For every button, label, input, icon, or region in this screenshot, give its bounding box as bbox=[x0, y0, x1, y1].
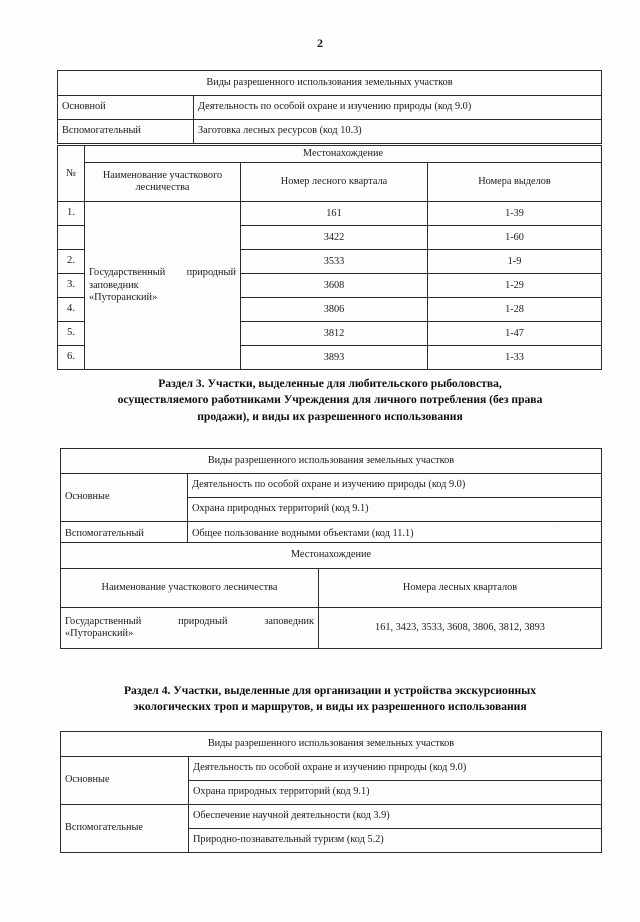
forestry-name-line1: Государственный природный заповедник bbox=[65, 615, 314, 627]
table-subheader-row bbox=[58, 163, 602, 202]
section4-heading bbox=[60, 683, 600, 716]
section3-heading bbox=[60, 376, 600, 425]
column-header-quarter: Номер лесного квартала bbox=[241, 163, 428, 202]
table-header-cell: Виды разрешенного использования земельных участков bbox=[58, 71, 602, 96]
section3-permitted-use-table bbox=[60, 448, 602, 547]
table-header-row bbox=[58, 146, 602, 163]
section3-heading-line3: продажи), и виды их разрешенного использования bbox=[197, 409, 463, 423]
quarter-number: 3533 bbox=[241, 250, 428, 274]
table-header-cell: Виды разрешенного использования земельных участков bbox=[61, 732, 602, 757]
plot-numbers: 1-39 bbox=[428, 202, 602, 226]
quarter-number: 3608 bbox=[241, 274, 428, 298]
section2-permitted-use-table bbox=[57, 70, 602, 144]
row-number: 3. bbox=[58, 274, 85, 298]
use-value: Деятельность по особой охране и изучению природы (код 9.0) bbox=[189, 757, 602, 781]
forestry-name-line1: Государственный природный заповедник bbox=[89, 267, 236, 291]
use-value: Природно-познавательный туризм (код 5.2) bbox=[189, 829, 602, 853]
table-header-cell: Виды разрешенного использования земельных участков bbox=[61, 449, 602, 474]
use-kind-label: Основной bbox=[58, 96, 194, 120]
use-value: Деятельность по особой охране и изучению природы (код 9.0) bbox=[188, 474, 602, 498]
use-kind-label-aux: Вспомогательные bbox=[61, 805, 189, 853]
section3-location-table bbox=[60, 542, 602, 649]
plot-numbers: 1-29 bbox=[428, 274, 602, 298]
quarter-number: 3893 bbox=[241, 346, 428, 370]
plot-numbers: 1-9 bbox=[428, 250, 602, 274]
table-row bbox=[58, 120, 602, 144]
page-number: 2 bbox=[317, 36, 323, 50]
table-row bbox=[61, 474, 602, 498]
row-number: 6. bbox=[58, 346, 85, 370]
use-value: Заготовка лесных ресурсов (код 10.3) bbox=[194, 120, 602, 144]
forestry-name-line2: «Путоранский» bbox=[65, 628, 134, 639]
column-header-plots: Номера выделов bbox=[428, 163, 602, 202]
table-header-row bbox=[61, 449, 602, 474]
use-value: Деятельность по особой охране и изучению природы (код 9.0) bbox=[194, 96, 602, 120]
column-header-quarters: Номера лесных кварталов bbox=[319, 569, 602, 608]
quarter-number: 161 bbox=[241, 202, 428, 226]
row-number: 4. bbox=[58, 298, 85, 322]
table-row bbox=[61, 805, 602, 829]
table-subheader-row bbox=[61, 569, 602, 608]
table-header-row bbox=[61, 732, 602, 757]
use-value: Охрана природных территорий (код 9.1) bbox=[189, 781, 602, 805]
forestry-name-cell bbox=[85, 202, 241, 370]
use-kind-label: Вспомогательный bbox=[58, 120, 194, 144]
plot-numbers: 1-47 bbox=[428, 322, 602, 346]
row-number: 1. bbox=[58, 202, 85, 226]
section4-heading-line2: экологических троп и маршрутов, и виды их разрешенного использования bbox=[133, 700, 527, 714]
use-kind-label-main: Основные bbox=[61, 757, 189, 805]
section4-heading-line1: Раздел 4. Участки, выделенные для организации и устройства экскурсионных bbox=[123, 684, 537, 697]
table-row bbox=[58, 96, 602, 120]
column-header-location: Местонахождение bbox=[61, 543, 602, 569]
section3-heading-line1: Раздел 3. Участки, выделенные для любительского рыболовства, bbox=[158, 377, 502, 390]
quarter-number: 3806 bbox=[241, 298, 428, 322]
row-number: 5. bbox=[58, 322, 85, 346]
table-row bbox=[58, 202, 602, 226]
row-number: 2. bbox=[58, 250, 85, 274]
table-row bbox=[61, 757, 602, 781]
use-value: Обеспечение научной деятельности (код 3.9) bbox=[189, 805, 602, 829]
section4-permitted-use-table bbox=[60, 731, 602, 853]
use-kind-label-aux: Вспомогательный bbox=[61, 522, 188, 547]
use-value: Общее пользование водными объектами (код 11.1) bbox=[188, 522, 602, 547]
plot-numbers: 1-33 bbox=[428, 346, 602, 370]
plot-numbers: 1-28 bbox=[428, 298, 602, 322]
table-header-row bbox=[61, 543, 602, 569]
column-header-number: № bbox=[58, 146, 85, 202]
use-value: Охрана природных территорий (код 9.1) bbox=[188, 498, 602, 522]
section3-heading-line2: осуществляемого работниками Учреждения для личного потребления (без права bbox=[117, 393, 543, 407]
table-header-row bbox=[58, 71, 602, 96]
column-header-forestry: Наименование участкового лесничества bbox=[61, 569, 319, 608]
row-number bbox=[58, 226, 85, 250]
forestry-name-line2: «Путоранский» bbox=[89, 291, 158, 303]
section2-location-table bbox=[57, 145, 602, 370]
quarters-value: 161, 3423, 3533, 3608, 3806, 3812, 3893 bbox=[319, 608, 602, 649]
quarter-number: 3812 bbox=[241, 322, 428, 346]
table-row bbox=[61, 608, 602, 649]
plot-numbers: 1-60 bbox=[428, 226, 602, 250]
forestry-name-cell bbox=[61, 608, 319, 649]
quarter-number: 3422 bbox=[241, 226, 428, 250]
column-header-location: Местонахождение bbox=[85, 146, 602, 163]
use-kind-label-main: Основные bbox=[61, 474, 188, 522]
column-header-forestry: Наименование участкового лесничества bbox=[85, 163, 241, 202]
